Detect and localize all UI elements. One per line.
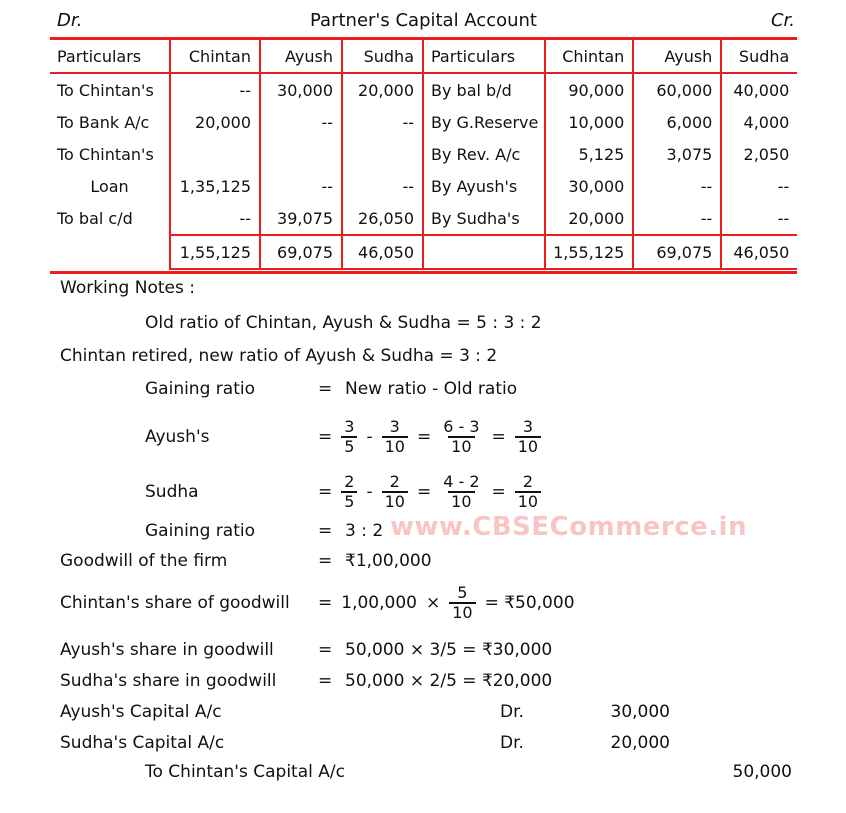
fraction-denominator: 5 <box>341 436 357 456</box>
table-cell: 5,125 <box>545 138 633 170</box>
table-cell: By G.Reserve <box>423 106 545 138</box>
gaining-ratio-def-line <box>0 379 846 403</box>
table-cell: 10,000 <box>545 106 633 138</box>
equals-sign: = <box>416 482 432 502</box>
table-cell: -- <box>633 202 721 235</box>
column-header: Particulars <box>423 39 545 74</box>
dr-label: Dr. <box>57 10 83 31</box>
fraction-numerator: 5 <box>457 583 468 603</box>
table-cell: 46,050 <box>721 235 797 269</box>
fraction-denominator: 10 <box>448 436 474 456</box>
table-cell: By Rev. A/c <box>423 138 545 170</box>
table-cell: -- <box>260 106 342 138</box>
table-cell: 2,050 <box>721 138 797 170</box>
ayush-share-value: 50,000 × 3/5 = ₹30,000 <box>345 640 553 660</box>
equals-sign: = <box>318 640 333 660</box>
account-title: Partner's Capital Account <box>310 10 537 31</box>
fraction <box>515 473 541 511</box>
chintan-share-label: Chintan's share of goodwill <box>60 593 290 613</box>
fraction-denominator: 10 <box>515 491 541 511</box>
chintan-share-line <box>0 578 846 628</box>
table-cell <box>50 235 170 269</box>
ayush-formula <box>318 411 541 463</box>
table-header-row <box>50 39 797 74</box>
journal-account: Sudha's Capital A/c <box>60 733 225 753</box>
column-header: Chintan <box>170 39 260 74</box>
equals-sign: = <box>318 379 333 399</box>
table-cell: 20,000 <box>342 73 423 106</box>
fraction-numerator: 2 <box>344 472 355 492</box>
fraction-numerator: 2 <box>522 472 534 492</box>
table-row <box>50 170 797 202</box>
table-cell: -- <box>721 170 797 202</box>
capital-account-table <box>50 37 797 270</box>
working-notes-heading: Working Notes : <box>60 278 195 298</box>
fraction <box>382 473 408 511</box>
ayush-share-line <box>0 640 846 664</box>
sudha-formula <box>318 466 541 518</box>
table-cell: To Chintan's <box>57 80 154 100</box>
journal-amount: 50,000 <box>732 762 792 782</box>
account-caption <box>50 10 797 36</box>
sudha-share-line <box>0 671 846 695</box>
table-cell: 1,35,125 <box>170 170 260 202</box>
table-cell: -- <box>633 170 721 202</box>
equals-sign: = <box>318 521 333 541</box>
gaining-ratio-rhs: New ratio - Old ratio <box>345 379 518 399</box>
equals-sign: = <box>318 551 333 571</box>
table-cell: 69,075 <box>633 235 721 269</box>
fraction-denominator: 10 <box>515 436 541 456</box>
table-cell: -- <box>170 73 260 106</box>
gaining-ratio-value: 3 : 2 <box>345 521 384 541</box>
fraction <box>341 473 357 511</box>
table-row <box>50 202 797 235</box>
table-cell: -- <box>342 170 423 202</box>
old-ratio-line <box>0 313 846 337</box>
sudha-share-value: 50,000 × 2/5 = ₹20,000 <box>345 671 553 691</box>
table-cell: 40,000 <box>721 73 797 106</box>
equals-sign: = <box>318 671 333 691</box>
goodwill-value: ₹1,00,000 <box>345 551 432 571</box>
journal-drcr: Dr. <box>500 702 524 722</box>
column-header: Chintan <box>545 39 633 74</box>
table-cell: 26,050 <box>342 202 423 235</box>
fraction <box>449 584 475 622</box>
table-cell: 20,000 <box>170 106 260 138</box>
equals-sign: = <box>318 482 333 502</box>
table-cell: 6,000 <box>633 106 721 138</box>
table-row <box>50 106 797 138</box>
table-cell: 30,000 <box>260 73 342 106</box>
table-cell: 69,075 <box>260 235 342 269</box>
goodwill-line <box>0 551 846 575</box>
fraction-numerator: 4 - 2 <box>443 472 480 492</box>
column-header: Particulars <box>50 39 170 74</box>
journal-entry-line <box>0 702 846 726</box>
fraction <box>341 418 357 456</box>
journal-amount: 20,000 <box>610 733 670 753</box>
table-cell: 3,075 <box>633 138 721 170</box>
table-cell <box>342 138 423 170</box>
table-cell: By Sudha's <box>423 202 545 235</box>
retired-ratio-line <box>0 346 846 370</box>
watermark-text: www.CBSECommerce.in <box>390 512 748 542</box>
fraction-denominator: 5 <box>341 491 357 511</box>
times-sign: × <box>425 593 441 613</box>
table-row <box>50 73 797 106</box>
equals-sign: = <box>318 427 333 447</box>
journal-account: To Chintan's Capital A/c <box>145 762 345 782</box>
journal-entry-line <box>0 733 846 757</box>
column-header: Sudha <box>342 39 423 74</box>
table-cell: 30,000 <box>545 170 633 202</box>
fraction-denominator: 10 <box>382 491 408 511</box>
fraction-denominator: 10 <box>448 491 474 511</box>
goodwill-label: Goodwill of the firm <box>60 551 228 571</box>
ayush-label: Ayush's <box>145 427 210 447</box>
table-cell: 4,000 <box>721 106 797 138</box>
fraction <box>440 473 482 511</box>
fraction <box>515 418 541 456</box>
fraction-numerator: 3 <box>389 417 400 437</box>
fraction <box>382 418 408 456</box>
table-bottom-rule <box>50 271 797 274</box>
table-cell: -- <box>342 106 423 138</box>
column-header: Ayush <box>260 39 342 74</box>
cr-label: Cr. <box>770 10 795 31</box>
table-cell <box>170 138 260 170</box>
journal-drcr: Dr. <box>500 733 524 753</box>
table-totals-row <box>50 235 797 269</box>
table-cell: To bal c/d <box>57 209 133 228</box>
ayush-share-label: Ayush's share in goodwill <box>60 640 274 660</box>
table-cell: -- <box>170 202 260 235</box>
sudha-label: Sudha <box>145 482 199 502</box>
table-cell: Loan <box>90 176 129 196</box>
old-ratio-text: Old ratio of Chintan, Ayush & Sudha = 5 : 3 : 2 <box>145 313 542 333</box>
journal-account: Ayush's Capital A/c <box>60 702 222 722</box>
gaining-ratio-label: Gaining ratio <box>145 521 255 541</box>
equals-sign: = <box>318 593 333 613</box>
chintan-share-formula <box>318 578 575 628</box>
column-header: Ayush <box>633 39 721 74</box>
fraction <box>440 418 482 456</box>
table-cell: By Ayush's <box>423 170 545 202</box>
ayush-gaining-line <box>0 411 846 463</box>
gaining-ratio-label: Gaining ratio <box>145 379 255 399</box>
table-row <box>50 138 797 170</box>
fraction-denominator: 10 <box>449 602 475 622</box>
table-cell <box>423 235 545 269</box>
table-cell: By bal b/d <box>423 73 545 106</box>
chintan-share-result: = ₹50,000 <box>484 593 575 613</box>
table-cell: -- <box>260 170 342 202</box>
minus-sign: - <box>366 427 373 447</box>
table-cell: To Chintan's <box>57 144 154 164</box>
sudha-share-label: Sudha's share in goodwill <box>60 671 277 691</box>
column-header: Sudha <box>721 39 797 74</box>
chintan-share-base: 1,00,000 <box>341 593 417 613</box>
table-cell: 1,55,125 <box>545 235 633 269</box>
table-cell: 46,050 <box>342 235 423 269</box>
journal-entry-line <box>0 762 846 786</box>
table-cell: 20,000 <box>545 202 633 235</box>
minus-sign: - <box>366 482 373 502</box>
fraction-denominator: 10 <box>382 436 408 456</box>
table-cell: 90,000 <box>545 73 633 106</box>
table-cell: 39,075 <box>260 202 342 235</box>
equals-sign: = <box>491 482 506 502</box>
fraction-numerator: 2 <box>389 472 400 492</box>
sudha-gaining-line <box>0 466 846 518</box>
journal-amount: 30,000 <box>610 702 670 722</box>
equals-sign: = <box>491 427 506 447</box>
equals-sign: = <box>416 427 432 447</box>
fraction-numerator: 6 - 3 <box>443 417 480 437</box>
table-cell: -- <box>721 202 797 235</box>
fraction-numerator: 3 <box>344 417 355 437</box>
table-cell: To Bank A/c <box>57 112 150 132</box>
working-notes-heading-line <box>0 278 846 302</box>
retired-ratio-text: Chintan retired, new ratio of Ayush & Sudha = 3 : 2 <box>60 346 498 366</box>
table-cell: 1,55,125 <box>170 235 260 269</box>
fraction-numerator: 3 <box>522 417 534 437</box>
table-cell <box>260 138 342 170</box>
table-cell: 60,000 <box>633 73 721 106</box>
